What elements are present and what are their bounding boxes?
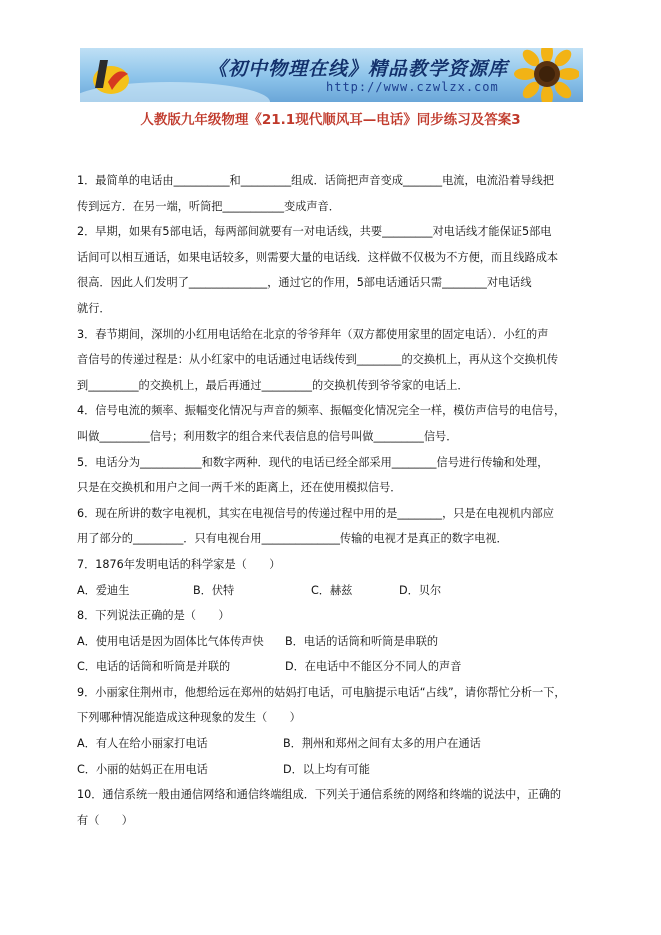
text-line: 音信号的传递过程是：从小红家中的电话通过电话线传到________的交换机上，再从这个交换机传 (77, 353, 559, 367)
question-10-stem: 有（ ） (77, 813, 133, 827)
text-line: 5．电话分为___________和数字两种．现代的电话已经全部采用________信号进行传输和处理， (77, 455, 549, 469)
document-title: 人教版九年级物理《21.1现代顺风耳—电话》同步练习及答案3 (140, 112, 521, 128)
text-line: 叫做_________信号；利用数字的组合来代表信息的信号叫做_________信号． (77, 429, 458, 443)
question-8-options-row-1 (77, 629, 587, 655)
option-a: A．有人在给小丽家打电话 (77, 737, 208, 751)
question-8-options-row-2 (77, 654, 587, 680)
option-d: D．在电话中不能区分不同人的声音 (285, 660, 462, 674)
question-7-stem: 7．1876年发明电话的科学家是（ ） (77, 557, 281, 571)
question-8-stem: 8．下列说法正确的是（ ） (77, 609, 230, 623)
option-d: D．以上均有可能 (283, 762, 370, 776)
text-line: 3．春节期间，深圳的小红用电话给在北京的爷爷拜年（双方都使用家里的固定电话）．小红的声 (77, 327, 549, 341)
option-a: A．爱迪生 (77, 583, 130, 597)
question-10-stem: 10．通信系统一般由通信网络和通信终端组成．下列关于通信系统的网络和终端的说法中，正确的 (77, 788, 562, 802)
question-9-options-row-2 (77, 757, 587, 783)
option-d: D．贝尔 (399, 583, 442, 597)
question-9-stem: 9．小丽家住荆州市，他想给远在郑州的姑妈打电话，可电脑提示电话“占线”，请你帮忙分析一下， (77, 685, 566, 699)
option-b: B．伏特 (193, 583, 235, 597)
text-line: 只是在交换机和用户之间一两千米的距离上，还在使用模拟信号． (77, 481, 402, 495)
text-line: 6．现在所讲的数字电视机，其实在电视信号的传递过程中用的是________，只是在电视机内部应 (77, 506, 554, 520)
text-line: 4．信号电流的频率、振幅变化情况与声音的频率、振幅变化情况完全一样，模仿声信号的电信号， (77, 404, 566, 418)
question-7-options (77, 578, 587, 604)
question-9-stem: 下列哪种情况能造成这种现象的发生（ ） (77, 711, 301, 725)
option-a: A．使用电话是因为固体比气体传声快 (77, 634, 264, 648)
sunflower-icon (509, 48, 579, 102)
text-line: 到_________的交换机上，最后再通过_________的交换机传到爷爷家的电话上． (77, 378, 469, 392)
header-banner (80, 48, 583, 102)
text-line: 就行． (77, 301, 111, 315)
text-line: 1．最简单的电话由__________和_________组成．话筒把声音变成_______电流，电流沿着导线把 (77, 174, 554, 187)
exercise-body (77, 168, 587, 833)
text-line: 传到远方．在另一端，听筒把___________变成声音． (77, 199, 340, 213)
site-logo-icon (88, 52, 134, 98)
option-b: B．电话的话筒和听筒是串联的 (285, 634, 439, 648)
text-line: 用了部分的_________．只有电视台用______________传输的电视才是真正的数字电视． (77, 532, 508, 546)
text-line: 2．早期，如果有5部电话，每两部间就要有一对电话线，共要_________对电话线才能保证5部电 (77, 225, 552, 239)
option-c: C．电话的话筒和听筒是并联的 (77, 660, 231, 674)
option-c: C．赫兹 (311, 583, 353, 597)
option-b: B．荆州和郑州之间有太多的用户在通话 (283, 737, 481, 751)
banner-title: 《初中物理在线》精品教学资源库 (208, 58, 509, 80)
banner-url: http://www.czwlzx.com (326, 80, 499, 94)
text-line: 话间可以相互通话，如果电话较多，则需要大量的电话线．这样做不仅极为不方便，而且线路成本 (77, 250, 559, 264)
text-line: 很高．因此人们发明了______________，通过它的作用，5部电话通话只需________对电话线 (77, 276, 532, 290)
option-c: C．小丽的姑妈正在用电话 (77, 762, 208, 776)
question-9-options-row-1 (77, 731, 587, 757)
